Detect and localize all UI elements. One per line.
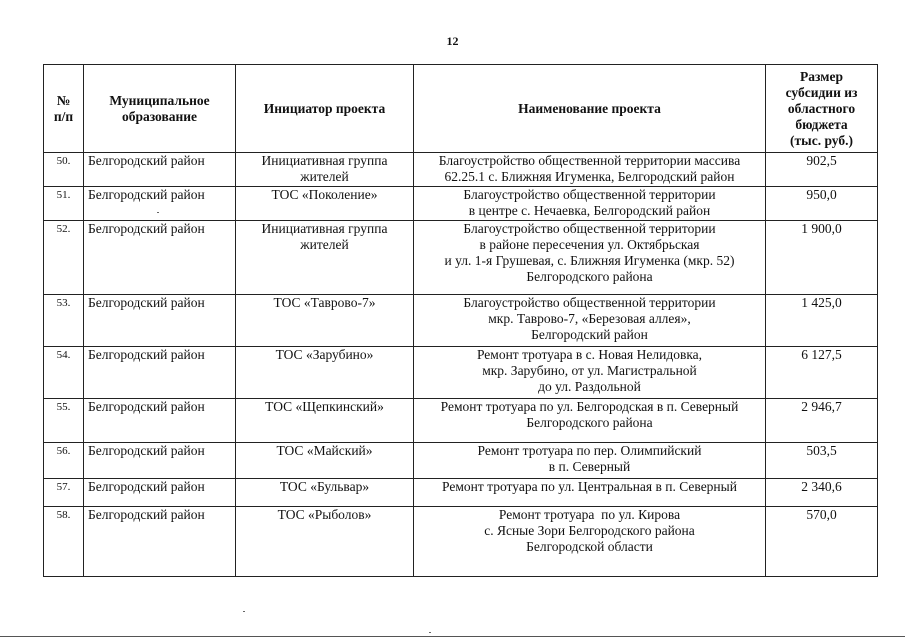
row-initiator: Инициативная группа жителей [236,221,414,295]
row-municipality: Белгородский район [84,479,236,507]
row-initiator: ТОС «Поколение» [236,187,414,221]
row-initiator: ТОС «Майский» [236,443,414,479]
header-amount: Размер субсидии из областного бюджета (тыс. руб.) [766,65,878,153]
page-bottom-edge [0,636,905,637]
header-num: № п/п [44,65,84,153]
row-initiator: ТОС «Рыболов» [236,507,414,577]
row-amount: 570,0 [766,507,878,577]
row-municipality: Белгородский район [84,443,236,479]
row-municipality: Белгородский район [84,507,236,577]
row-municipality: Белгородский район [84,221,236,295]
row-initiator: ТОС «Таврово-7» [236,295,414,347]
row-initiator: ТОС «Бульвар» [236,479,414,507]
row-project: Благоустройство общественной территории в центре с. Нечаевка, Белгородский район [414,187,766,221]
row-number: 52. [44,221,84,295]
row-project: Ремонт тротуара в с. Новая Нелидовка, мкр. Зарубино, от ул. Магистральной до ул. Раздольной [414,347,766,399]
scan-speck [429,632,431,633]
row-amount: 950,0 [766,187,878,221]
row-amount: 2 340,6 [766,479,878,507]
row-project: Ремонт тротуара по ул. Кирова с. Ясные Зори Белгородского района Белгородской области [414,507,766,577]
row-number: 57. [44,479,84,507]
table-row [44,399,878,443]
row-amount: 6 127,5 [766,347,878,399]
subsidy-table [43,64,878,577]
table-row [44,443,878,479]
row-municipality: Белгородский район [84,153,236,187]
row-initiator: ТОС «Щепкинский» [236,399,414,443]
row-municipality: Белгородский район [84,187,236,221]
header-municipality: Муниципальное образование [84,65,236,153]
row-number: 50. [44,153,84,187]
row-project: Благоустройство общественной территории массива 62.25.1 с. Ближняя Игуменка, Белгородский район [414,153,766,187]
scan-speck [157,212,159,213]
header-initiator: Инициатор проекта [236,65,414,153]
table-row [44,347,878,399]
row-number: 56. [44,443,84,479]
row-amount: 2 946,7 [766,399,878,443]
table-row [44,479,878,507]
header-project: Наименование проекта [414,65,766,153]
row-number: 53. [44,295,84,347]
row-amount: 503,5 [766,443,878,479]
row-number: 55. [44,399,84,443]
row-initiator: ТОС «Зарубино» [236,347,414,399]
row-municipality: Белгородский район [84,399,236,443]
scan-speck [243,611,245,612]
row-initiator: Инициативная группа жителей [236,153,414,187]
table-row [44,221,878,295]
table-row [44,187,878,221]
table-row [44,507,878,577]
table-row [44,295,878,347]
row-project: Благоустройство общественной территории мкр. Таврово-7, «Березовая аллея», Белгородский район [414,295,766,347]
row-project: Ремонт тротуара по пер. Олимпийский в п. Северный [414,443,766,479]
row-number: 58. [44,507,84,577]
table-header-row [44,65,878,153]
row-municipality: Белгородский район [84,347,236,399]
page-number: 12 [446,34,459,48]
row-project: Благоустройство общественной территории в районе пересечения ул. Октябрьская и ул. 1-я Грушевая, с. Ближняя Игуменка (мкр. 52) Белгородского района [414,221,766,295]
row-number: 51. [44,187,84,221]
row-amount: 902,5 [766,153,878,187]
row-number: 54. [44,347,84,399]
row-amount: 1 900,0 [766,221,878,295]
row-amount: 1 425,0 [766,295,878,347]
table-row [44,153,878,187]
row-project: Ремонт тротуара по ул. Белгородская в п. Северный Белгородского района [414,399,766,443]
row-municipality: Белгородский район [84,295,236,347]
row-project: Ремонт тротуара по ул. Центральная в п. Северный [414,479,766,507]
